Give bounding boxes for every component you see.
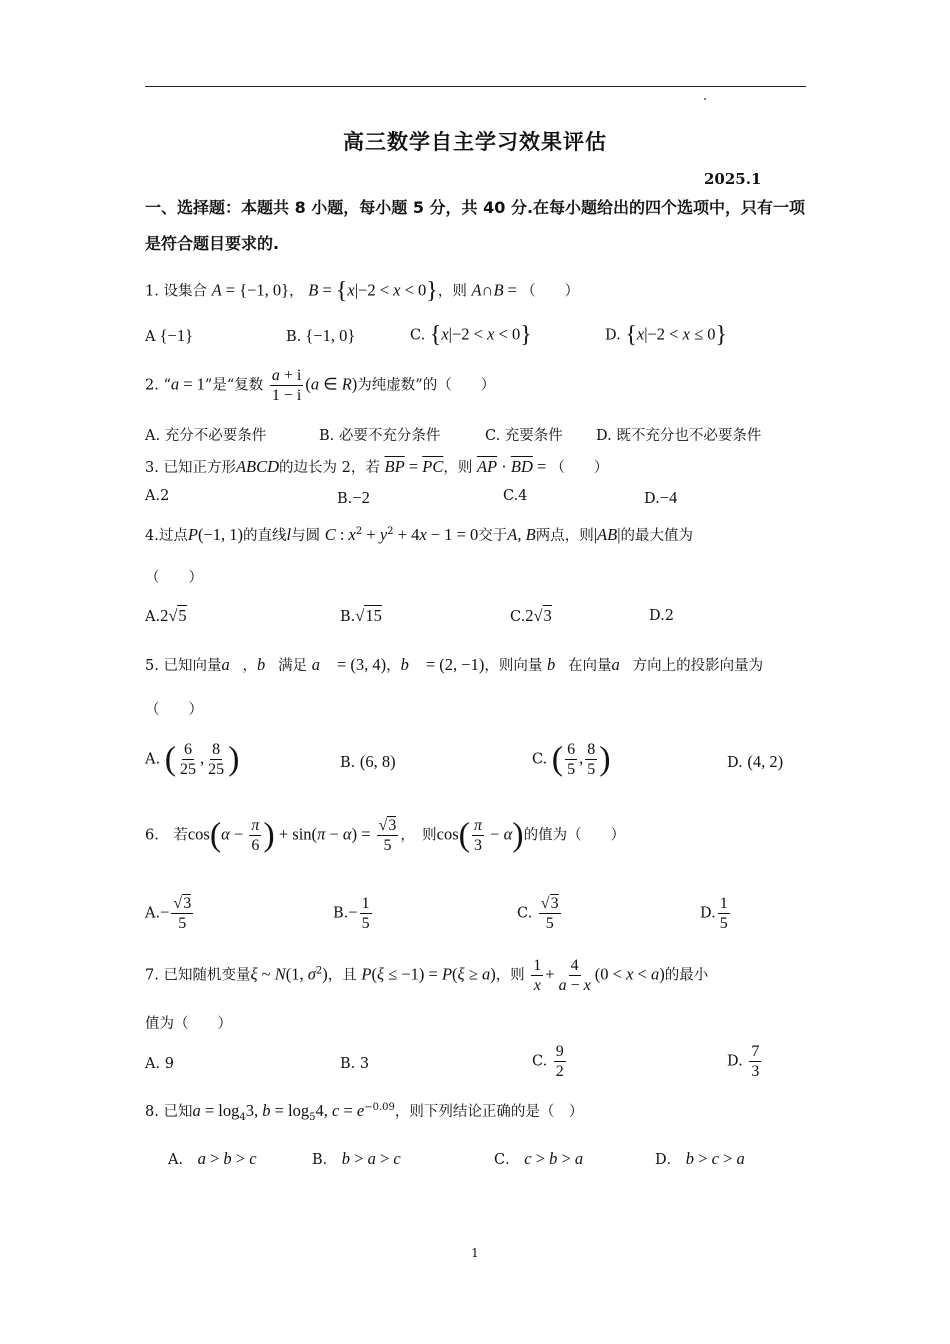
question-2: 2. “a = 1”是“复数 $\frac{a + i}{1 - i}$ (a ∈ R)为纯虚数”的（ ）: [145, 367, 496, 404]
question-5: 5. 已知向量a⃗，b⃗满足 a⃗ = (3, 4)，b⃗ = (2, −1)，则向量 b⃗在向量a⃗方向上的投影向量为: [145, 655, 764, 674]
q2-option-d: D. 既不充分也不必要条件: [596, 428, 762, 444]
q4-option-a: A.2√5: [145, 606, 187, 625]
q4-option-d: D.2: [649, 608, 674, 624]
q6-option-b: B.− $\frac{1}{5}$: [333, 895, 370, 932]
question-8: 8. 已知$a = \log_43$, $b = \log_54$, $c = e^{-0.09}$，则下列结论正确的是（ ）: [145, 1101, 584, 1123]
header-dot: [704, 98, 706, 100]
q6-option-a: A.− $\frac{√3}{5}$: [145, 895, 192, 932]
exam-date: 2025.1: [704, 170, 762, 188]
q1-option-d: D. {x|−2 < x ≤ 0}: [605, 322, 728, 348]
q5-option-d: D. (4, 2): [727, 752, 784, 771]
q7-option-a: A. 9: [145, 1056, 174, 1072]
q7-option-b: B. 3: [340, 1056, 370, 1072]
header-rule: [145, 86, 806, 87]
q5-option-a: A. ( $\frac{6}{25}$ , $\frac{8}{25}$ ): [145, 740, 240, 778]
q4-paren: （ ）: [145, 570, 203, 586]
q2-option-b: B. 必要不充分条件: [319, 428, 441, 444]
q7-line-2: 值为（ ）: [145, 1016, 232, 1032]
q6-option-d: D. $\frac{1}{5}$: [700, 895, 728, 932]
q8-option-a: A． a > b > c: [168, 1149, 257, 1168]
question-3: 3. 已知正方形ABCD的边长为 2，若 $\overline{BP} = \overline{PC}$，则 $\overline{AP} \cdot \overline{BD}$ = （ ）: [145, 457, 609, 476]
question-4: 4.过点P(−1, 1)的直线l与圆 C : $x^2 + y^2 + 4x - 1 = 0$交于A, B两点，则|AB|的最大值为: [145, 525, 693, 544]
q1-option-b: B. {−1, 0}: [286, 326, 356, 345]
q7-option-d: D. $\frac{7}{3}$: [727, 1043, 760, 1080]
q2-option-a: A. 充分不必要条件: [145, 428, 267, 444]
q7-option-c: C. $\frac{9}{2}$: [532, 1043, 564, 1080]
q8-option-c: C． c > b > a: [494, 1149, 584, 1168]
q3-option-b: B.−2: [337, 488, 370, 507]
q8-option-d: D． b > c > a: [655, 1149, 745, 1168]
q4-option-b: B.√15: [340, 606, 382, 625]
page-title: 高三数学自主学习效果评估: [343, 130, 607, 154]
q5-option-b: B. (6, 8): [340, 752, 396, 771]
q3-option-c: C.4: [503, 488, 528, 504]
question-7: 7. 已知随机变量ξ ~ N(1, $\sigma^2$)，且 P(ξ ≤ −1) = P(ξ ≥ a)，则 $\frac{1}{x}$ + $\frac{4}{a - x}$ (0 < x < a)的最小: [145, 957, 709, 994]
q6-option-c: C. $\frac{√3}{5}$: [517, 895, 559, 932]
q8-option-b: B． b > a > c: [312, 1149, 401, 1168]
q5-paren: （ ）: [145, 702, 203, 718]
q5-option-c: C. ( $\frac{6}{5}$ , $\frac{8}{5}$ ): [532, 740, 611, 778]
question-6: 6. 若cos(α − $\frac{\pi}{6}$ ) + sin(π − α) = $\frac{√3}{5}$ ， 则cos( $\frac{\pi}{3}$ − α)的值为（ ）: [145, 816, 626, 854]
section-heading: 一、选择题：本题共 8 小题，每小题 5 分，共 40 分.在每小题给出的四个选项中，只有一项是符合题目要求的.: [145, 198, 806, 253]
q4-option-c: C.2√3: [510, 606, 552, 625]
q3-option-a: A.2: [145, 488, 170, 504]
page-number: 1: [471, 1246, 479, 1260]
q1-option-a: A {−1}: [145, 326, 194, 345]
q3-option-d: D.−4: [644, 488, 678, 507]
q1-option-c: C. {x|−2 < x < 0}: [410, 322, 532, 348]
question-1: 1. 设集合 A = {−1, 0}， B = {x|−2 < x < 0}，则 A∩B = （ ）: [145, 278, 580, 304]
q2-option-c: C. 充要条件: [485, 428, 563, 444]
